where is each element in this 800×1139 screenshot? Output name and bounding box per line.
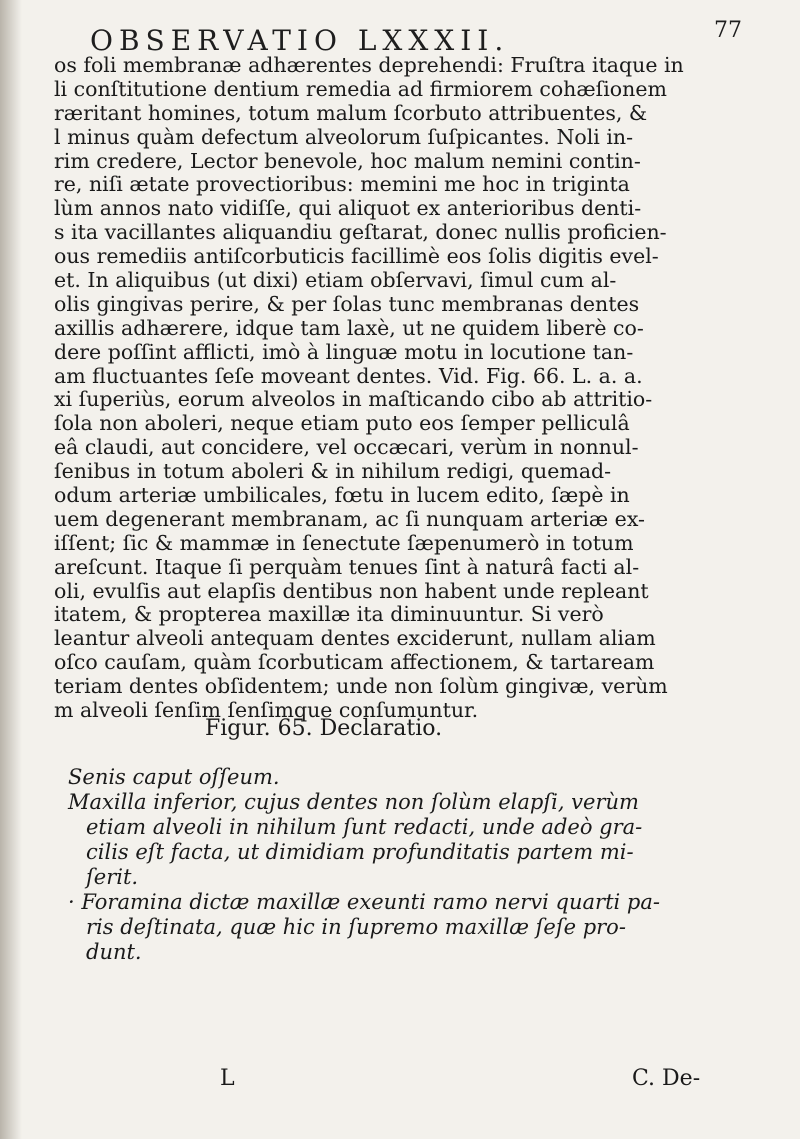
- declaration-line: cilis eſt facta, ut dimidiam profunditatis partem mi-: [86, 840, 634, 864]
- body-line: li conſtitutione dentium remedia ad firmiorem cohæſionem: [54, 76, 667, 101]
- declaration-line: Maxilla inferior, cujus dentes non ſolùm elapſi, verùm: [68, 790, 639, 814]
- body-line: ous remediis antiſcorbuticis facillimè eos ſolis digitis evel-: [54, 244, 659, 269]
- body-line: ſola non aboleri, neque etiam puto eos ſemper pelliculâ: [54, 411, 630, 436]
- page-number: 77: [714, 18, 742, 43]
- body-line: os foli membranæ adhærentes deprehendi: Fruſtra itaque in: [54, 53, 684, 77]
- declaration-line: ſerit.: [86, 865, 139, 889]
- body-line: itatem, & propterea maxillæ ita diminuuntur. Si verò: [54, 602, 604, 627]
- body-line: am fluctuantes ſeſe moveant dentes. Vid. Fig. 66. L. a. a.: [54, 363, 643, 388]
- body-line: l minus quàm defectum alveolorum ſuſpicantes. Noli in-: [54, 124, 634, 149]
- body-line: leantur alveoli antequam dentes exciderunt, nullam aliam: [54, 626, 656, 651]
- declaration-line: Senis caput oſſeum.: [68, 765, 280, 789]
- declaration-line: dunt.: [86, 940, 142, 964]
- body-line: eâ claudi, aut concidere, vel occæcari, verùm in nonnul-: [54, 435, 639, 460]
- body-line: s ita vacillantes aliquandiu geſtarat, donec nullis proficien-: [54, 220, 667, 245]
- body-line: iſſent; ſic & mammæ in ſenectute ſæpenumerò in totum: [54, 530, 634, 555]
- body-line: et. In aliquibus (ut dixi) etiam obſervavi, ſimul cum al-: [54, 268, 617, 293]
- declaration-line: etiam alveoli in nihilum ſunt redacti, unde adeò gra-: [86, 815, 643, 839]
- body-line: xi ſuperiùs, eorum alveolos in maſticando cibo ab attritio-: [54, 387, 653, 412]
- declaration-line: · Foramina dictæ maxillæ exeunti ramo nervi quarti pa-: [68, 890, 660, 914]
- body-line: m alveoli ſenſim ſenſimque conſumuntur.: [54, 698, 479, 723]
- declaration-line: ris deſtinata, quæ hic in ſupremo maxillæ ſeſe pro-: [86, 915, 626, 939]
- body-line: oſco cauſam, quàm ſcorbuticam affectionem, & tartaream: [54, 650, 655, 675]
- body-line: teriam dentes obſidentem; unde non ſolùm gingivæ, verùm: [54, 674, 668, 699]
- body-line: axillis adhærere, idque tam laxè, ut ne quidem liberè co-: [54, 315, 644, 340]
- body-line: odum arteriæ umbilicales, fœtu in lucem edito, ſæpè in: [54, 483, 630, 508]
- body-line: uem degenerant membranam, ac ſi nunquam arteriæ ex-: [54, 506, 645, 531]
- body-line: dere poſſint afflicti, imò à linguæ motu in locutione tan-: [54, 339, 634, 364]
- body-line: re, niſi ætate provectioribus: memini me hoc in triginta: [54, 172, 630, 197]
- catchword: C. De-: [632, 1066, 701, 1091]
- body-line: oli, evulſis aut elapſis dentibus non habent unde repleant: [54, 578, 649, 603]
- body-line: ſenibus in totum aboleri & in nihilum redigi, quemad-: [54, 459, 612, 484]
- body-text: [54, 54, 784, 723]
- body-line: olis gingivas perire, & per ſolas tunc membranas dentes: [54, 291, 640, 316]
- body-line: ræritant homines, totum malum ſcorbuto attribuentes, &: [54, 100, 648, 125]
- body-line: areſcunt. Itaque ſi perquàm tenues ſint à naturâ facti al-: [54, 554, 640, 579]
- signature-mark: L: [220, 1066, 235, 1091]
- body-line: lùm annos nato vidiſſe, qui aliquot ex anterioribus denti-: [54, 196, 642, 221]
- figure-caption: Figur. 65. Declaratio.: [205, 716, 443, 741]
- running-title: OBSERVATIO LXXXII.: [90, 24, 510, 57]
- figure-declaration: [68, 765, 788, 965]
- body-line: rim credere, Lector benevole, hoc malum nemini contin-: [54, 148, 641, 173]
- page-header: [90, 18, 742, 58]
